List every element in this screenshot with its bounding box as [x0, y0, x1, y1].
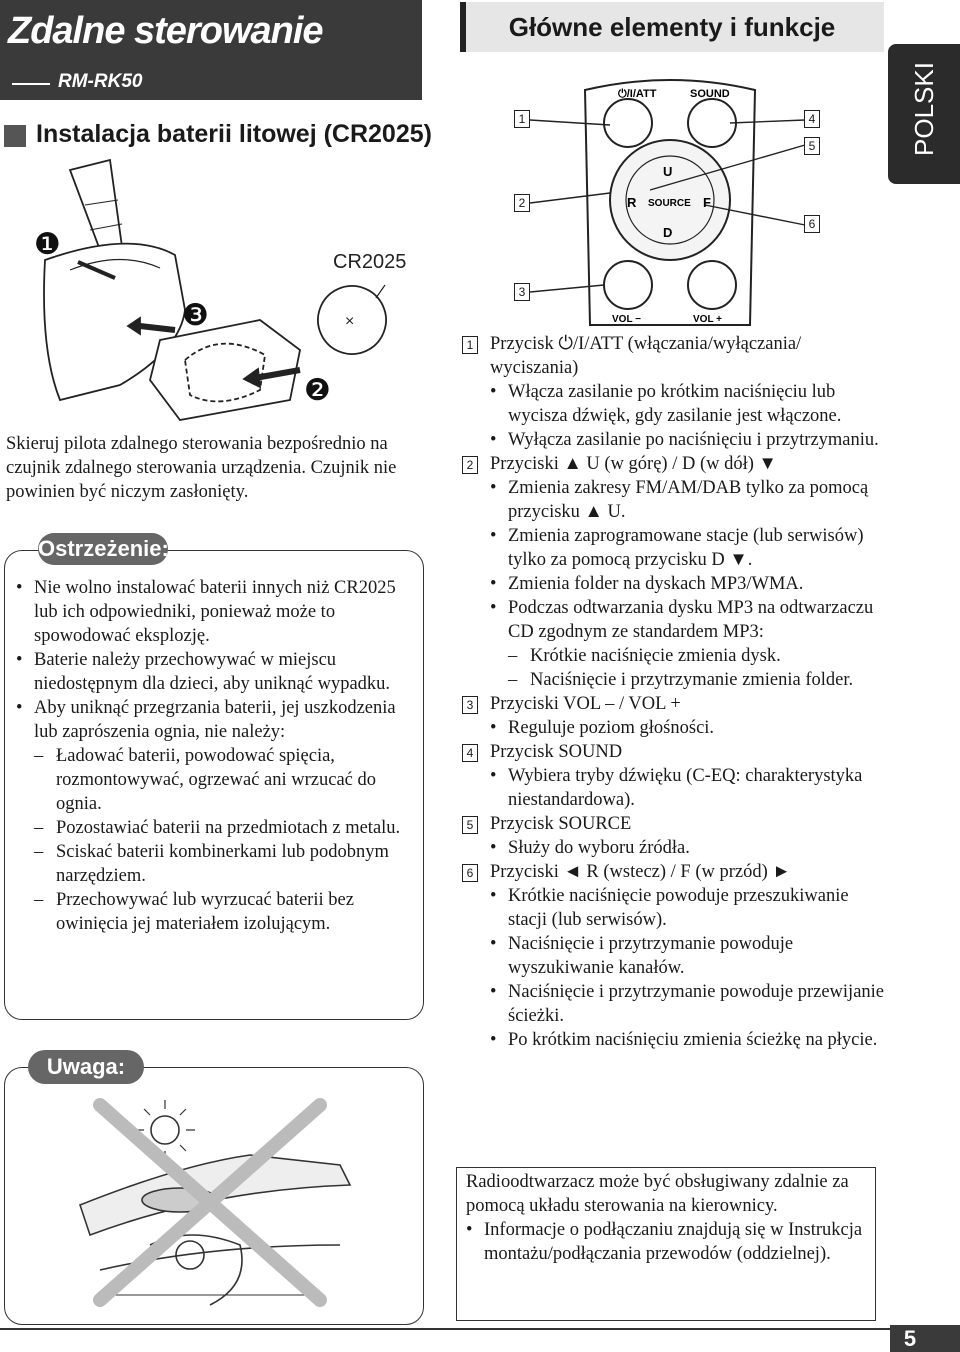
- function-bullet: • Włącza zasilanie po krótkim naciśnięciu lub wycisza dźwięk, gdy zasilanie jest włączone.: [490, 380, 890, 428]
- function-bullet: • Naciśnięcie i przytrzymanie powoduje przewijanie ścieżki.: [490, 980, 890, 1028]
- vol-up-button[interactable]: [688, 261, 736, 309]
- function-bullet: • Zmienia zakresy FM/AM/DAB tylko za pomocą przycisku ▲ U.: [490, 476, 890, 524]
- right-button-label[interactable]: F: [703, 195, 711, 210]
- steering-note-text: Radioodtwarzacz może być obsługiwany zdalnie za pomocą układu sterowania na kierownicy.: [466, 1172, 849, 1216]
- function-number: 5: [462, 816, 478, 834]
- warning-item: [6, 696, 410, 936]
- function-bullet: • Naciśnięcie i przytrzymanie powoduje wyszukiwanie kanałów.: [490, 932, 890, 980]
- function-title: Przycisk SOUND: [490, 742, 623, 762]
- intro-text: Skieruj pilota zdalnego sterowania bezpośrednio na czujnik zdalnego sterowania urządzenia. Czujnik nie powinien być niczym zasłonięty.: [6, 434, 397, 502]
- page-title: Zdalne sterowanie: [8, 10, 323, 52]
- step3-icon: ❸: [182, 298, 209, 333]
- vol-down-button[interactable]: [604, 261, 652, 309]
- warning-subitem: – Ładować baterii, powodować spięcia, rozmontowywać, ogrzewać ani wrzucać do ognia.: [34, 744, 410, 816]
- function-subitem: – Krótkie naciśnięcie zmienia dysk.: [508, 644, 890, 668]
- warning-label: Ostrzeżenie:: [38, 533, 168, 565]
- function-list: [460, 332, 890, 1052]
- warning-item-text: Aby uniknąć przegrzania baterii, jej uszkodzenia lub zaprószenia ognia, nie należy:: [34, 698, 396, 742]
- battery-install-illustration: [0, 150, 430, 430]
- warning-item: • Baterie należy przechowywać w miejscu niedostępnym dla dzieci, aby uniknąć wypadku.: [6, 648, 410, 696]
- warning-list: [6, 576, 410, 936]
- note-label: Uwaga:: [28, 1050, 144, 1084]
- model-name: RM-RK50: [58, 71, 143, 92]
- function-bullet-text: Podczas odtwarzania dysku MP3 na odtwarzaczu CD zgodnym ze standardem MP3:: [508, 598, 874, 642]
- function-title: Przycisk ⏻/I/ATT (włączania/wyłączania/ wyciszania): [490, 334, 802, 378]
- function-item: [460, 452, 890, 692]
- function-number: 6: [462, 864, 478, 882]
- function-title: Przycisk SOURCE: [490, 814, 632, 834]
- function-number: 1: [462, 336, 478, 354]
- function-bullet: • Po krótkim naciśnięciu zmienia ścieżkę na płycie.: [490, 1028, 890, 1052]
- function-bullet: • Reguluje poziom głośności.: [490, 716, 890, 740]
- section-heading: Instalacja baterii litowej (CR2025): [36, 120, 432, 148]
- power-button[interactable]: [604, 99, 652, 147]
- footer-rule: [0, 1328, 960, 1330]
- model-dash: [12, 83, 50, 85]
- callout-4: 4: [804, 110, 820, 128]
- function-item: [460, 740, 890, 812]
- function-bullet: • Wyłącza zasilanie po naciśnięciu i przytrzymaniu.: [490, 428, 890, 452]
- callout-3: 3: [514, 283, 530, 301]
- function-item: [460, 692, 890, 740]
- callout-2: 2: [514, 194, 530, 212]
- warning-subitem: – Pozostawiać baterii na przedmiotach z metalu.: [34, 816, 410, 840]
- vol-up-label: VOL +: [693, 314, 722, 325]
- function-subitem: – Naciśnięcie i przytrzymanie zmienia folder.: [508, 668, 890, 692]
- function-bullet: • Służy do wyboru źródła.: [490, 836, 890, 860]
- function-title: Przyciski VOL – / VOL +: [490, 694, 681, 714]
- power-button-label: ⏻/I/ATT: [618, 88, 657, 100]
- function-number: 3: [462, 696, 478, 714]
- function-item: [460, 860, 890, 1052]
- battery-label: CR2025: [333, 251, 407, 273]
- down-button-label[interactable]: D: [663, 225, 673, 240]
- source-button-label[interactable]: SOURCE: [648, 198, 691, 209]
- callout-5: 5: [804, 137, 820, 155]
- function-number: 2: [462, 456, 478, 474]
- step2-icon: ❷: [304, 373, 331, 408]
- function-bullet: • Zmienia folder na dyskach MP3/WMA.: [490, 572, 890, 596]
- function-title: Przyciski ◄ R (wstecz) / F (w przód) ►: [490, 862, 791, 882]
- vol-down-label: VOL −: [612, 314, 641, 325]
- sound-button[interactable]: [688, 99, 736, 147]
- remote-illustration: [500, 75, 840, 330]
- sound-button-label: SOUND: [690, 88, 730, 100]
- section-square-icon: [4, 125, 26, 147]
- callout-6: 6: [804, 215, 820, 233]
- steering-note: [466, 1170, 866, 1266]
- function-bullet: • Wybiera tryby dźwięku (C-EQ: charakterystyka niestandardowa).: [490, 764, 890, 812]
- page-number: 5: [903, 1326, 917, 1351]
- main-header-title: Główne elementy i funkcje: [508, 12, 836, 42]
- callout-1: 1: [514, 110, 530, 128]
- function-item: [460, 812, 890, 860]
- warning-subitem: – Sciskać baterii kombinerkami lub podobnym narzędziem.: [34, 840, 410, 888]
- warning-subitem: – Przechowywać lub wyrzucać baterii bez owinięcia jej materiałem izolującym.: [34, 888, 410, 936]
- function-bullet: • Zmienia zaprogramowane stacje (lub serwisów) tylko za pomocą przycisku D ▼.: [490, 524, 890, 572]
- function-bullet: • Krótkie naciśnięcie powoduje przeszukiwanie stacji (lub serwisów).: [490, 884, 890, 932]
- function-bullet: [490, 596, 890, 692]
- function-number: 4: [462, 744, 478, 762]
- up-button-label[interactable]: U: [663, 164, 673, 179]
- battery-mark: ×: [345, 313, 355, 330]
- step1-icon: ❶: [34, 227, 61, 262]
- warning-item: • Nie wolno instalować baterii innych niż CR2025 lub ich odpowiedniki, ponieważ może to spowodować eksplozję.: [6, 576, 410, 648]
- steering-note-bullet: • Informacje o podłączaniu znajdują się w Instrukcja montażu/podłączania przewodów (oddzielnej).: [466, 1218, 866, 1266]
- left-button-label[interactable]: R: [627, 195, 637, 210]
- function-title: Przyciski ▲ U (w górę) / D (w dół) ▼: [490, 454, 777, 474]
- sun-dashboard-crossed-illustration: [60, 1095, 360, 1315]
- language-tab-label: POLSKI: [909, 62, 939, 156]
- function-item: [460, 332, 890, 452]
